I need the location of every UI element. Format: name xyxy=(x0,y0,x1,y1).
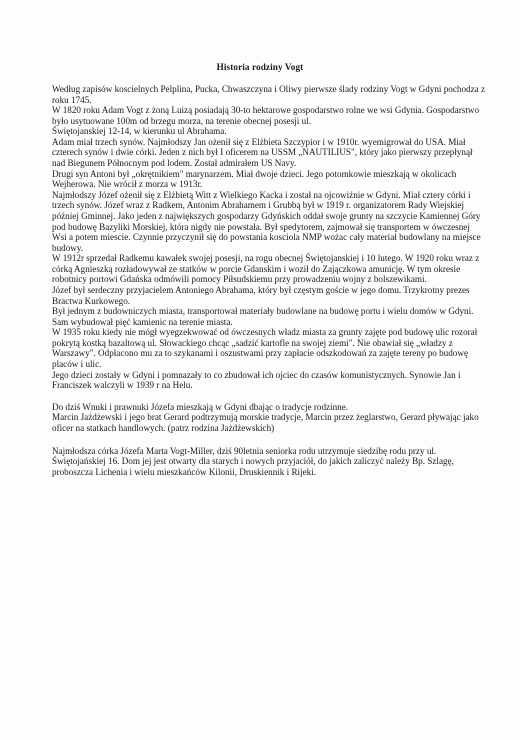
paragraph-gap xyxy=(52,391,488,402)
document-body xyxy=(52,84,488,477)
paragraph: Drugi syn Antoni był „okrętnikiem" marynarzem. Miał dwoje dzieci. Jego potomkowie mieszkają w okolicach Wejherowa. Nie wrócił z morza w 1913r. xyxy=(52,168,457,190)
paragraph: Świętojanskiej 12-14, w kierunku ul Abrahama. xyxy=(52,126,227,137)
paragraph: Józef był serdeczny przyjacielem Antoniego Abrahama, który był częstym goście w jego domu. Trzykrotny prezes Bractwa Kurkowego. xyxy=(52,284,470,306)
paragraph: Jego dzieci zostały w Gdyni i pomnazały to co zbudował ich ojciec do czasów komunistycznych. Synowie Jan i Franciszek walczyli w 1939 r na Helu. xyxy=(52,369,461,391)
paragraph: Wsi a potem miescie. Czynnie przyczynił się do powstania kosciola NMP wożac cały materiał budowlany na miejsce budowy. xyxy=(52,232,481,253)
paragraph: Adam miał trzech synów. Najmłodszy Jan ożenił się z Elżbieta Szczypior i w 1910r. wyemigrował do USA. Miał czterech synów i dwie córki. Jeden z nich był I oficerem na USSM „NAUTILIUS", który jako pierwszy przepłynął nad Biegunem Północnym pod lodem. Został admirałem US Navy. xyxy=(52,136,473,169)
paragraph: W 1935 roku kiedy nie mógł wyegzekwować od ówczesnych władz miasta za grunty zajęte pod budowę ulic rozorał pokrytą kostką bazaltową ul. Słowackiego chcąc „sadzić kartofle na swojej ziemi". Nie obawiał się „władzy z Warszawy". Odpłacono mu za to szykanami i oszustwami przy zapłacie odszkodowań za zajęte tereny po budowę placów i ulic. xyxy=(52,327,478,370)
document-title: Historia rodziny Vogt xyxy=(216,62,304,72)
paragraph: Najmłodsza córka Józefa Marta Vogt-Miller, dziś 90letnia seniorka rodu utrzymuje siedzibę rodu przy ul. Świętojańskiej 16. Dom jej jest otwarty dla starych i nowych przyjaciół, do jakich zaliczyć należy Bp. Szlagę, proboszcza Lichenia i wielu mieszkańców Kilonii, Druskiennik i Rijeki. xyxy=(52,445,454,477)
paragraph-gap xyxy=(52,434,488,446)
paragraph: Marcin Jażdżewski i jego brat Gerard podtrzymują morskie tradycje, Marcin przez żeglarstwo, Gerard pływając jako oficer na statkach handlowych. (patrz rodzina Jażdżewskich) xyxy=(52,412,479,433)
paragraph: Najmłodszy Józef ożenił się z Elżbietą Witt z Wielkiego Kacka i został na ojcowiźnie w Gdyni. Miał cztery córki i trzech synów. Józef wraz z Radkem, Antonim Abrahamem i Grubbą był w 1919 r. organizatorem Rady Wiejskiej później Gminnej. Jako jeden z największych gospodarzy Gdyńskich oddał swoje grunty na szczycie Kamiennej Góry pod budowę Bazyliki Morskiej, która nigdy nie powstała. Był spedytorem, zajmował się transportem w ówczesnej xyxy=(52,189,481,232)
paragraph: Do dziś Wnuki i prawnuki Józefa mieszkają w Gdyni dbając o tradycje rodzinne. xyxy=(52,401,349,412)
paragraph: Był jednym z budowniczych miasta, transportował materiały budowlane na budowę portu i wielu domów w Gdyni. Sam wybudował pięć kamienic na terenie miasta. xyxy=(52,306,474,327)
paragraph: W 1912r sprzedał Radkemu kawałek swojej posesji, na rogu obecnej Świętojanskiej i 10 lutego. W 1920 roku wraz z córką Agnieszką rozładowywał ze statków w porcie Gdanskim i woził do Zajączkowa amunicję. W tym okresie robotnicy portowi Gdańska odmówili pomocy Piłsudskiemu przy prowadzeniu wojny z bolszewikami. xyxy=(52,253,480,285)
paragraph: W 1820 roku Adam Vogt z żoną Luizą posiadają 30-to hektarowe gospodarstwo rolne we wsi Gdynia. Gospodarstwo było usytuowane 100m od brzegu morza, na terenie obecnej posesji ul. xyxy=(52,105,480,126)
paragraph: Według zapisów koscielnych Pelplina, Pucka, Chwaszczyna i Oliwy pierwsze ślady rodziny Vogt w Gdyni pochodza z roku 1745. xyxy=(52,84,486,105)
